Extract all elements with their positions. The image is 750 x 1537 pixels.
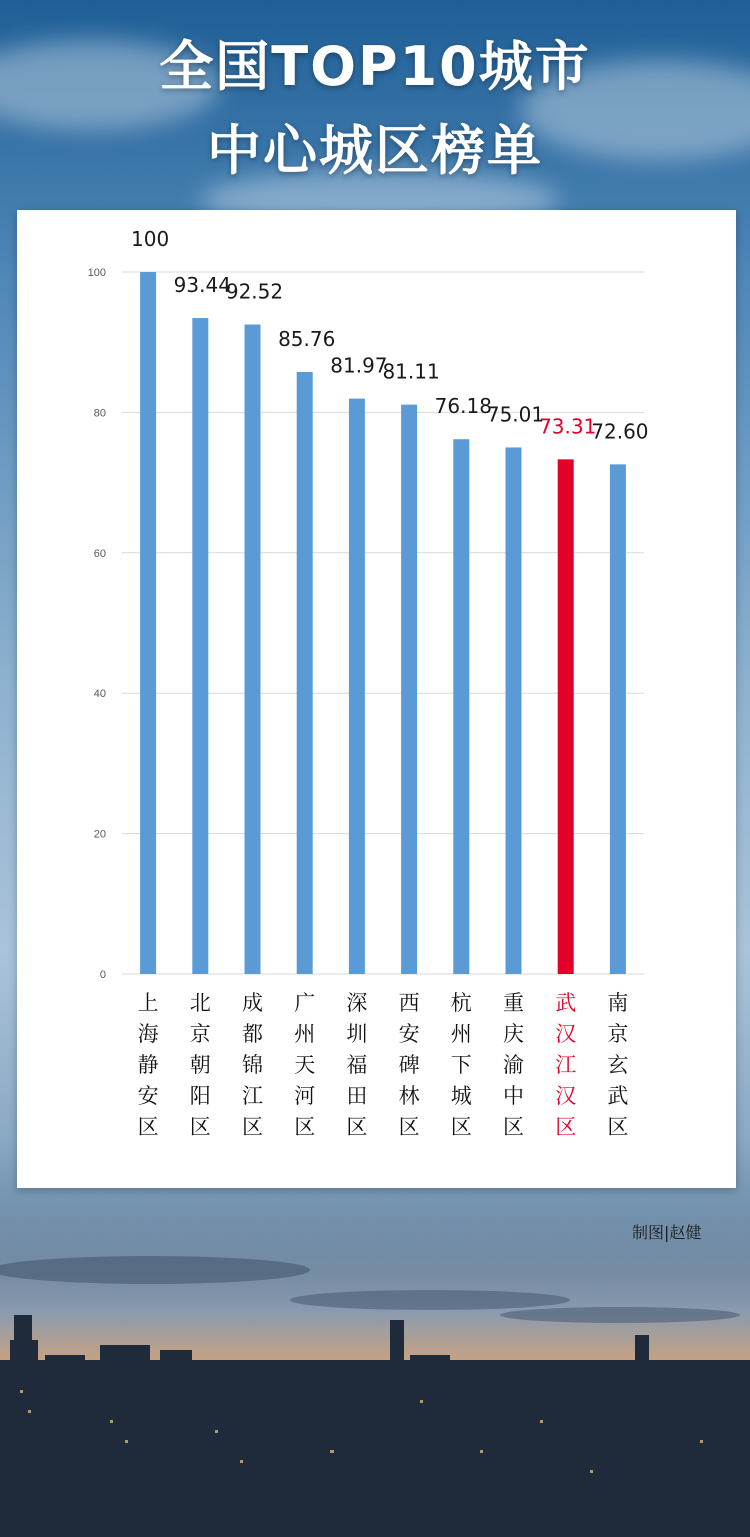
category-label: 重庆渝中区 bbox=[503, 991, 524, 1139]
bar bbox=[453, 439, 469, 974]
page-title-line-2: 中心城区榜单 bbox=[207, 119, 543, 182]
category-label: 广州天河区 bbox=[294, 991, 316, 1139]
value-label: 75.01 bbox=[486, 402, 545, 427]
value-label: 85.76 bbox=[278, 326, 336, 351]
bar bbox=[401, 405, 417, 974]
bar bbox=[245, 325, 261, 974]
value-label: 81.11 bbox=[382, 359, 440, 384]
bar bbox=[297, 372, 313, 974]
value-label: 93.44 bbox=[173, 273, 231, 298]
value-label: 92.52 bbox=[225, 279, 284, 304]
category-label: 杭州下城区 bbox=[450, 991, 472, 1139]
value-label: 73.31 bbox=[539, 414, 597, 439]
bar bbox=[192, 318, 208, 974]
chart-credit: 制图|赵健 bbox=[632, 1223, 702, 1242]
category-label: 深圳福田区 bbox=[346, 991, 368, 1139]
bar bbox=[349, 399, 365, 974]
y-tick-label: 0 bbox=[99, 969, 106, 981]
value-label: 76.18 bbox=[434, 394, 492, 419]
bar bbox=[140, 272, 156, 974]
y-tick-label: 40 bbox=[93, 688, 106, 701]
category-label: 北京朝阳区 bbox=[189, 991, 211, 1139]
y-tick-label: 100 bbox=[87, 267, 106, 279]
page-title-line-1: 全国TOP10城市 bbox=[159, 35, 591, 98]
value-label: 72.60 bbox=[591, 419, 649, 444]
value-label: 100 bbox=[131, 227, 170, 251]
bar bbox=[610, 464, 626, 974]
y-tick-label: 20 bbox=[93, 828, 106, 841]
y-tick-label: 60 bbox=[93, 547, 106, 560]
bar bbox=[558, 459, 574, 974]
category-label: 西安碑林区 bbox=[398, 991, 420, 1139]
category-label: 成都锦江区 bbox=[242, 991, 263, 1139]
category-label: 南京玄武区 bbox=[607, 991, 629, 1139]
y-tick-label: 80 bbox=[93, 407, 106, 420]
bar bbox=[506, 447, 522, 974]
chart-panel bbox=[17, 210, 736, 1188]
bar-chart bbox=[17, 210, 736, 1188]
category-label: 上海静安区 bbox=[137, 991, 159, 1139]
category-label: 武汉江汉区 bbox=[555, 991, 577, 1139]
value-label: 81.97 bbox=[330, 353, 388, 378]
